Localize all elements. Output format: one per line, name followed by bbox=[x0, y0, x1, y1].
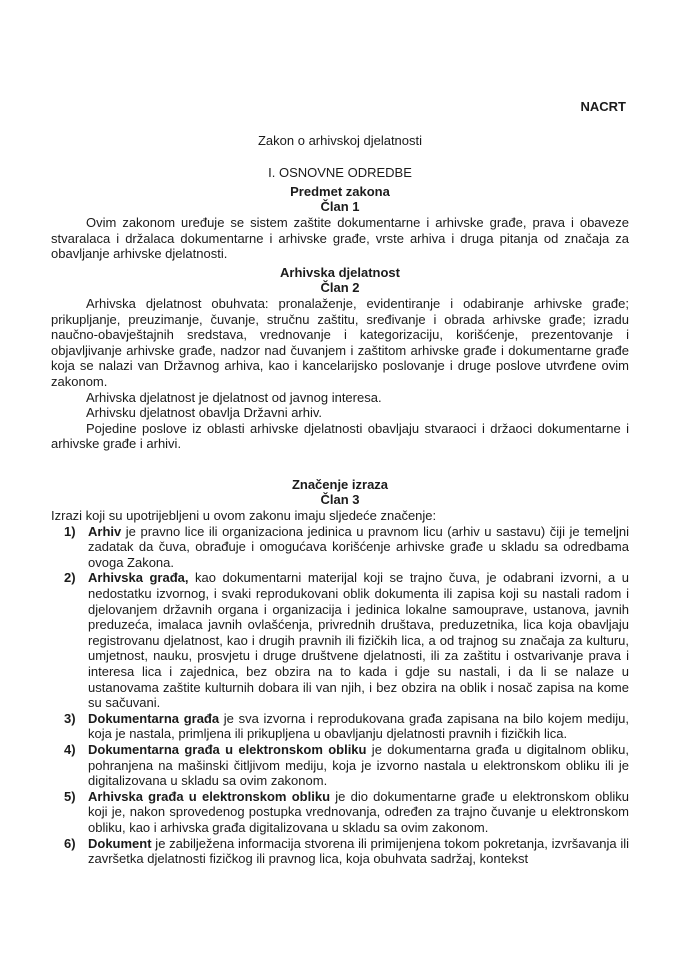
vertical-spacer bbox=[51, 452, 629, 474]
item-number: 4) bbox=[64, 741, 76, 757]
document-title: Zakon o arhivskoj djelatnosti bbox=[257, 132, 423, 148]
item-number: 6) bbox=[64, 835, 76, 851]
definition-item bbox=[51, 524, 629, 571]
defined-term: Arhiv bbox=[88, 523, 122, 539]
draft-label: NACRT bbox=[580, 99, 626, 114]
definition-item bbox=[51, 742, 629, 789]
item-number: 3) bbox=[64, 710, 76, 726]
defined-term: Arhivska građa u elektronskom obliku bbox=[88, 788, 331, 804]
definition-item bbox=[51, 836, 629, 867]
article-number: Član 2 bbox=[320, 280, 360, 296]
article-number: Član 3 bbox=[320, 492, 360, 508]
section-subheading: Predmet zakona bbox=[290, 183, 390, 199]
defined-term: Dokumentarna građa bbox=[88, 710, 220, 726]
paragraph: Arhivska djelatnost je djelatnost od javnog interesa. bbox=[86, 389, 382, 405]
definition-text: kao dokumentarni materijal koji se trajno čuva, je odabrani izvorni, a u nedostatku izvornog, i svaki reprodukovani oblik dokumenta ili zapisa koji su nastali radom i djelovanjem državnih organa i organizacija i jedinica lokalne samouprave, ustanova, javnih preduzeća, imalaca javnih ovlašćenja, privrednih društava, preduzetnika, lica koja obavljaju registrovanu djelatnost, kao i drugih pravnih ili fizičkih lica, a od trajnog su značaja za kulturu, umjetnost, nauku, prosvjetu i druge društvene djelatnosti, ili za zaštitu i ostvarivanje prava i interesa lica i zajednica, bez obzira na to kada i gdje su nastali, i da li se nalaze u ustanovama zaštite kulturnih dobara ili van njih, i bez obzira na oblik i nosač zapisa na kome su sačuvani. bbox=[88, 570, 630, 711]
item-number: 1) bbox=[64, 523, 76, 539]
defined-term: Dokumentarna građa u elektronskom obliku bbox=[88, 741, 367, 757]
definition-text: je sva izvorna i reprodukovana građa zapisana na bilo kojem mediju, koja je nastala, primljena ili prikupljena u obavljanju djelatnosti pravnih i fizičkih lica. bbox=[88, 710, 629, 742]
defined-term: Arhivska građa, bbox=[88, 570, 189, 586]
paragraph: Pojedine poslove iz oblasti arhivske djelatnosti obavljaju stvaraoci i držaoci dokumentarne i arhivske građe i arhivi. bbox=[51, 420, 629, 452]
definition-item bbox=[51, 711, 629, 742]
chapter-heading: I. OSNOVNE ODREDBE bbox=[268, 165, 412, 181]
definition-item bbox=[51, 570, 629, 710]
definition-text: je pravno lice ili organizaciona jedinica u pravnom licu (arhiv u sastavu) čiji je temeljni zadatak da čuva, obrađuje i omogućava korišćenje arhivske građe u skladu sa odredbama ovoga Zakona. bbox=[88, 523, 629, 570]
definition-text: je dokumentarna građa u digitalnom obliku, pohranjena na mašinski čitljivom mediju, koja je izvorno nastala u elektronskom obliku ili je digitalizovana u skladu sa ovim zakonom. bbox=[88, 741, 629, 789]
item-number: 2) bbox=[64, 570, 76, 586]
section-subheading: Značenje izraza bbox=[291, 476, 389, 492]
definition-text: je dio dokumentarne građe u elektronskom obliku koji je, nakon sprovedenog postupka vrednovanja, određen za trajno čuvanje u elektronskom obliku, kao i arhivska građa digitalizovana u skladu sa ovim zakonom. bbox=[88, 788, 629, 835]
item-number: 5) bbox=[64, 788, 76, 804]
lead-paragraph: Izrazi koji su upotrijebljeni u ovom zakonu imaju sljedeće značenje: bbox=[51, 508, 437, 524]
document-body bbox=[51, 184, 629, 867]
definition-text: je zabilježena informacija stvorena ili primijenjena tokom pokretanja, izvršavanja ili završetka djelatnosti fizičkog ili pravnog lica, koja obuhvata sadržaj, kontekst bbox=[88, 835, 629, 867]
section-subheading: Arhivska djelatnost bbox=[280, 264, 400, 280]
definition-item bbox=[51, 789, 629, 836]
paragraph: Arhivska djelatnost obuhvata: pronalaženje, evidentiranje i odabiranje arhivske građe; prikupljanje, preuzimanje, čuvanje, stručnu zaštitu, sređivanje i obrada arhivske građe; izradu naučno-obavještajnih sredstava, vrednovanje i kategorizaciju, korišćenje, prezentovanje i objavljivanje arhivske građe, nadzor nad čuvanjem i zaštitom arhivske građe i dokumentarne građe koja se nalazi van Državnog arhiva, kao i kancelarijsko poslovanje i druge poslove utvrđene ovim zakonom. bbox=[51, 295, 629, 389]
paragraph: Arhivsku djelatnost obavlja Državni arhiv. bbox=[86, 405, 323, 421]
article-number: Član 1 bbox=[320, 199, 360, 215]
defined-term: Dokument bbox=[88, 835, 152, 851]
paragraph: Ovim zakonom uređuje se sistem zaštite dokumentarne i arhivske građe, prava i obaveze stvaralaca i držalaca dokumentarne i arhivske građe, vrste arhiva i druga pitanja od značaja za obavljanje arhivske djelatnosti. bbox=[51, 214, 629, 262]
